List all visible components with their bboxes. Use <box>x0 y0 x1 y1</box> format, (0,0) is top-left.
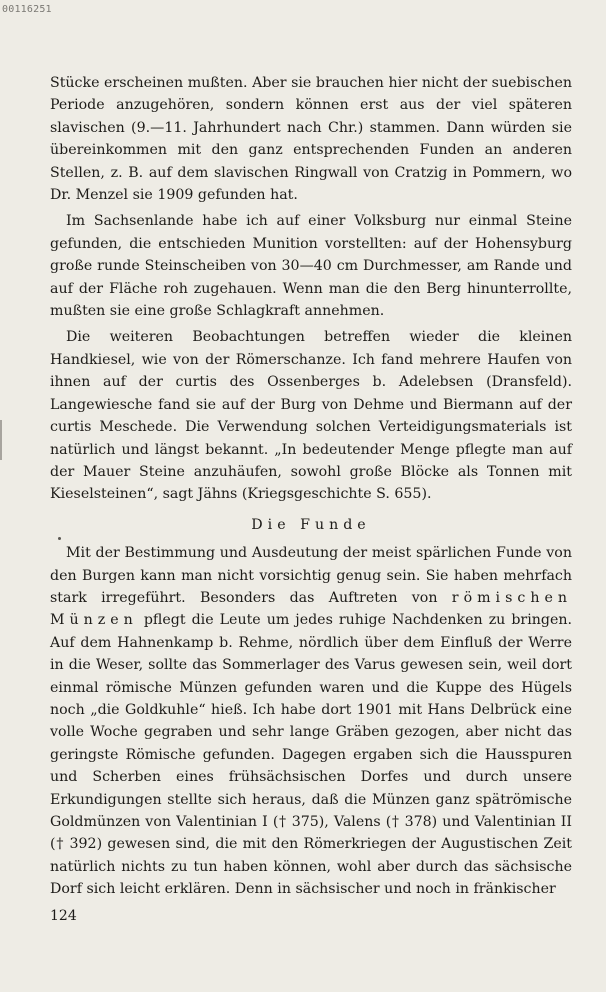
page-edge-mark <box>0 420 2 460</box>
ink-mark <box>58 537 61 540</box>
page-number: 124 <box>50 908 77 924</box>
section-heading: Die Funde <box>251 516 371 533</box>
paragraph-4 <box>50 542 572 901</box>
paragraph-4-after: pflegt die Leute um jedes ruhige Nachdenken zu bringen. Auf dem Hahnenkamp b. Rehme, nördlich über dem Einfluß der Werre in die Weser, sollte das Sommerlager des Varus gewesen sein, weil dort einmal römische Münzen gefunden waren und die Kuppe des Hügels noch „die Goldkuhle“ hieß. Ich habe dort 1901 mit Hans Delbrück eine volle Woche gegraben und sehr lange Gräben gezogen, aber nicht das geringste Römische gefunden. Dagegen ergaben sich die Hausspuren und Scherben eines frühsächsischen Dorfes und durch unsere Erkundigungen stellte sich heraus, daß die Münzen ganz spätrömische Goldmünzen von Valentinian I († 375), Valens († 378) und Valentinian II († 392) gewesen sind, die mit den Römerkriegen der Augustischen Zeit natürlich nichts zu tun haben können, wohl aber durch das sächsische Dorf sich leicht erklären. Denn in sächsischer und noch in fränkischer <box>50 612 572 898</box>
paragraph-3: Die weiteren Beobachtungen betreffen wieder die kleinen Handkiesel, wie von der Römerschanze. Ich fand mehrere Haufen von ihnen auf der curtis des Ossenberges b. Adelebsen (Dransfeld). Langewiesche fand sie auf der Burg von Dehme und Biermann auf der curtis Meschede. Die Verwendung solchen Verteidigungsmaterials ist natürlich und längst bekannt. „In bedeutender Menge pflegte man auf der Mauer Steine anzuhäufen, sowohl große Blöcke als Tonnen mit Kieselsteinen“, sagt Jähns (Kriegsgeschichte S. 655). <box>50 329 572 503</box>
paragraph-1: Stücke erscheinen mußten. Aber sie brauchen hier nicht der suebischen Periode anzugehören, sondern können erst aus der viel späteren slavischen (9.—11. Jahrhundert nach Chr.) stammen. Dann würden sie übereinkommen mit den ganz entsprechenden Funden an anderen Stellen, z. B. auf dem slavischen Ringwall von Cratzig in Pommern, wo Dr. Menzel sie 1909 gefunden hat. <box>50 75 572 204</box>
scan-identifier: 00116251 <box>2 4 52 15</box>
paragraph-4-emphasis: römischen Münzen <box>50 589 572 629</box>
page-body <box>50 72 572 901</box>
paragraph-4-before: Mit der Bestimmung und Ausdeutung der meist spärlichen Funde von den Burgen kann man nicht vorsichtig genug sein. Sie haben mehrfach stark irregeführt. Besonders das Auftreten von <box>50 545 572 606</box>
paragraph-2: Im Sachsenlande habe ich auf einer Volksburg nur einmal Steine gefunden, die entschieden Munition vorstellten: auf der Hohensyburg große runde Steinscheiben von 30—40 cm Durchmesser, am Rande und auf der Fläche roh zugehauen. Wenn man die den Berg hinunterrollte, mußten sie eine große Schlagkraft annehmen. <box>50 213 572 320</box>
